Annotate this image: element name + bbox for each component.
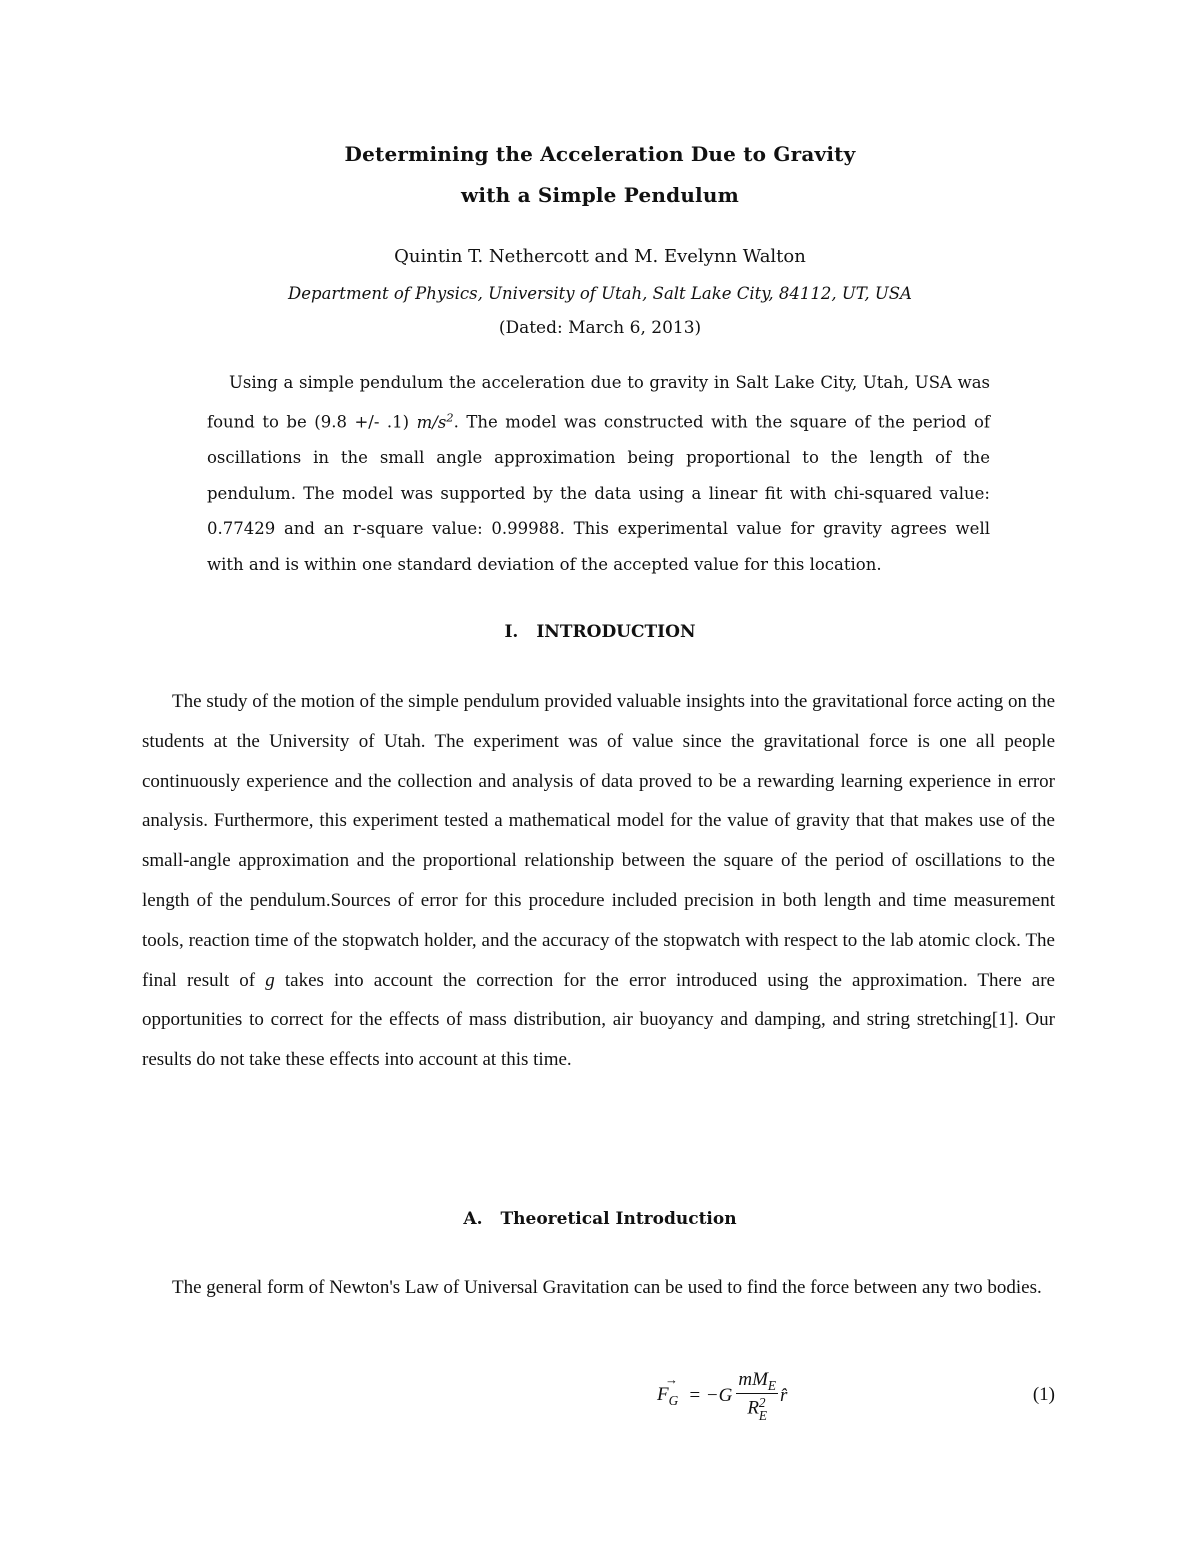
- theoretical-paragraph: The general form of Newton's Law of Universal Gravitation can be used to find the force between any two bodies.: [172, 1277, 1042, 1298]
- subsection-number: A.: [463, 1209, 483, 1229]
- abstract-text-part-1: Using a simple pendulum the acceleration due to gravity in Salt Lake City, Utah, USA was found to be (9.8 +/- .1): [207, 373, 990, 432]
- abstract-unit: $m/s^2$: [416, 410, 454, 432]
- date-line: (Dated: March 6, 2013): [498, 318, 702, 338]
- fraction: [736, 1370, 778, 1423]
- abstract: [207, 365, 990, 582]
- equation-number: (1): [1032, 1384, 1055, 1405]
- paper-title-line-1: Determining the Acceleration Due to Gravity: [344, 142, 856, 166]
- fraction-numerator: $mM_E$: [738, 1368, 777, 1393]
- equals-neg-g: = −G: [688, 1385, 733, 1406]
- variable-g: g: [265, 969, 275, 991]
- unit-vector-r: r̂: [780, 1385, 788, 1406]
- section-number: I.: [504, 622, 519, 642]
- paper-title-line-2: with a Simple Pendulum: [461, 183, 739, 207]
- authors: Quintin T. Nethercott and M. Evelynn Walton: [394, 246, 806, 267]
- abstract-text-part-2: . The model was constructed with the square of the period of oscillations in the small angle approximation being proportional to the length of the pendulum. The model was supported by the data using a linear fit with chi-squared value: 0.77429 and an r-square value: 0.99988. This experimental value for gravity agrees well with and is within one standard deviation of the accepted value for this location.: [207, 412, 990, 574]
- section-title: INTRODUCTION: [536, 622, 696, 642]
- introduction-paragraph: The study of the motion of the simple pendulum provided valuable insights into the gravitational force acting on the students at the University of Utah. The experiment was of value since the gravitational force is one all people continuously experience and the collection and analysis of data proved to be a rewarding learning experience in error analysis. Furthermore, this experiment tested a mathematical model for the value of gravity that that makes use of the small-angle approximation and the proportional relationship between the square of the period of oscillations to the length of the pendulum.Sources of error for this procedure included precision in both length and time measurement tools, reaction time of the stopwatch holder, and the accuracy of the stopwatch with respect to the lab atomic clock. The final result of g takes into account the correction for the error introduced using the approximation. There are opportunities to correct for the effects of mass distribution, air buoyancy and damping, and string stretching[1]. Our results do not take these effects into account at this time.: [142, 691, 1055, 1071]
- theoretical-body: [142, 1268, 1055, 1308]
- affiliation: Department of Physics, University of Utah, Salt Lake City, 84112, UT, USA: [288, 284, 912, 303]
- equation-formula: [657, 1368, 787, 1424]
- equation-1: [142, 1368, 1055, 1428]
- subsection-title: Theoretical Introduction: [500, 1209, 737, 1229]
- introduction-body: [142, 682, 1055, 1080]
- force-vector: $F_G$ →: [657, 1371, 679, 1408]
- fraction-denominator: R 2 E: [747, 1394, 768, 1424]
- section-heading-introduction: [0, 622, 1200, 642]
- subsection-heading-theoretical-introduction: [0, 1209, 1200, 1229]
- abstract-paragraph: [207, 365, 990, 582]
